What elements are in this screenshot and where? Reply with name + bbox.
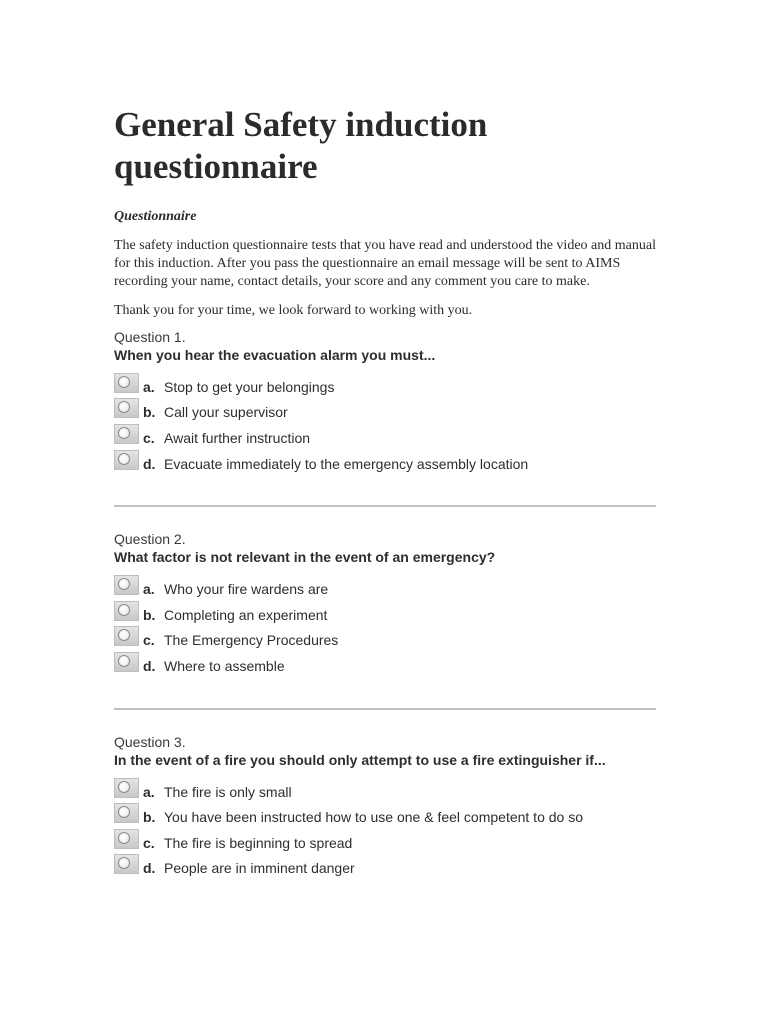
radio-button-icon[interactable] [114, 373, 139, 393]
answer-options [114, 576, 656, 678]
option-text: People are in imminent danger [164, 860, 355, 877]
option-letter: d. [143, 657, 156, 674]
answer-options [114, 779, 656, 881]
radio-button-icon[interactable] [114, 652, 139, 672]
thanks-paragraph: Thank you for your time, we look forward to working with you. [114, 303, 473, 318]
option-letter: a. [143, 581, 155, 598]
section-subtitle: Questionnaire [114, 209, 197, 224]
option-letter: c. [143, 632, 155, 649]
question-number: Question 3. [114, 733, 186, 750]
radio-button-icon[interactable] [114, 854, 139, 874]
option-text: The Emergency Procedures [164, 632, 339, 649]
answer-option-d[interactable] [114, 653, 656, 679]
radio-button-icon[interactable] [114, 398, 139, 418]
option-letter: a. [143, 783, 155, 800]
question-text: When you hear the evacuation alarm you must... [114, 347, 436, 363]
option-letter: b. [143, 606, 156, 623]
page-title-line-2: questionnaire [114, 147, 318, 186]
option-letter: b. [143, 809, 156, 826]
option-text: Who your fire wardens are [164, 581, 329, 598]
page-title-line-1: General Safety induction [114, 105, 488, 144]
option-text: The fire is only small [164, 783, 292, 800]
radio-button-icon[interactable] [114, 778, 139, 798]
radio-button-icon[interactable] [114, 829, 139, 849]
question-1 [114, 328, 656, 476]
option-text: Evacuate immediately to the emergency assembly location [164, 455, 529, 472]
option-text: Where to assemble [164, 657, 285, 674]
answer-option-c[interactable] [114, 425, 656, 451]
radio-button-icon[interactable] [114, 575, 139, 595]
answer-option-a[interactable] [114, 779, 656, 805]
option-text: Completing an experiment [164, 606, 328, 623]
option-letter: a. [143, 378, 155, 395]
option-text: Call your supervisor [164, 404, 288, 421]
answer-option-b[interactable] [114, 804, 656, 830]
radio-button-icon[interactable] [114, 803, 139, 823]
answer-option-b[interactable] [114, 400, 656, 426]
section-divider [114, 505, 656, 507]
answer-option-c[interactable] [114, 830, 656, 856]
question-number: Question 1. [114, 329, 186, 345]
document-page [114, 104, 656, 881]
answer-option-a[interactable] [114, 576, 656, 602]
option-letter: c. [143, 429, 155, 446]
radio-button-icon[interactable] [114, 424, 139, 444]
radio-button-icon[interactable] [114, 601, 139, 621]
option-letter: c. [143, 834, 155, 851]
option-text: Stop to get your belongings [164, 378, 335, 395]
question-3 [114, 733, 656, 881]
answer-option-d[interactable] [114, 856, 656, 882]
radio-button-icon[interactable] [114, 626, 139, 646]
answer-option-a[interactable] [114, 374, 656, 400]
option-letter: d. [143, 860, 156, 877]
option-letter: b. [143, 404, 156, 421]
answer-option-c[interactable] [114, 628, 656, 654]
answer-option-d[interactable] [114, 451, 656, 477]
question-text: What factor is not relevant in the event of an emergency? [114, 549, 496, 566]
answer-options [114, 374, 656, 476]
option-text: You have been instructed how to use one & feel competent to do so [164, 809, 583, 826]
option-text: The fire is beginning to spread [164, 834, 353, 851]
page-title [114, 104, 656, 188]
option-letter: d. [143, 455, 156, 472]
answer-option-b[interactable] [114, 602, 656, 628]
radio-button-icon[interactable] [114, 450, 139, 470]
question-2 [114, 530, 656, 678]
question-number: Question 2. [114, 531, 186, 548]
section-divider [114, 708, 656, 710]
intro-paragraph: The safety induction questionnaire tests that you have read and understood the video and manual for this induction. After you pass the questionnaire an email message will be sent to AIMS recording your name, contact details, your score and any comment you care to make. [114, 238, 656, 289]
question-text: In the event of a fire you should only attempt to use a fire extinguisher if... [114, 751, 606, 768]
option-text: Await further instruction [164, 429, 311, 446]
